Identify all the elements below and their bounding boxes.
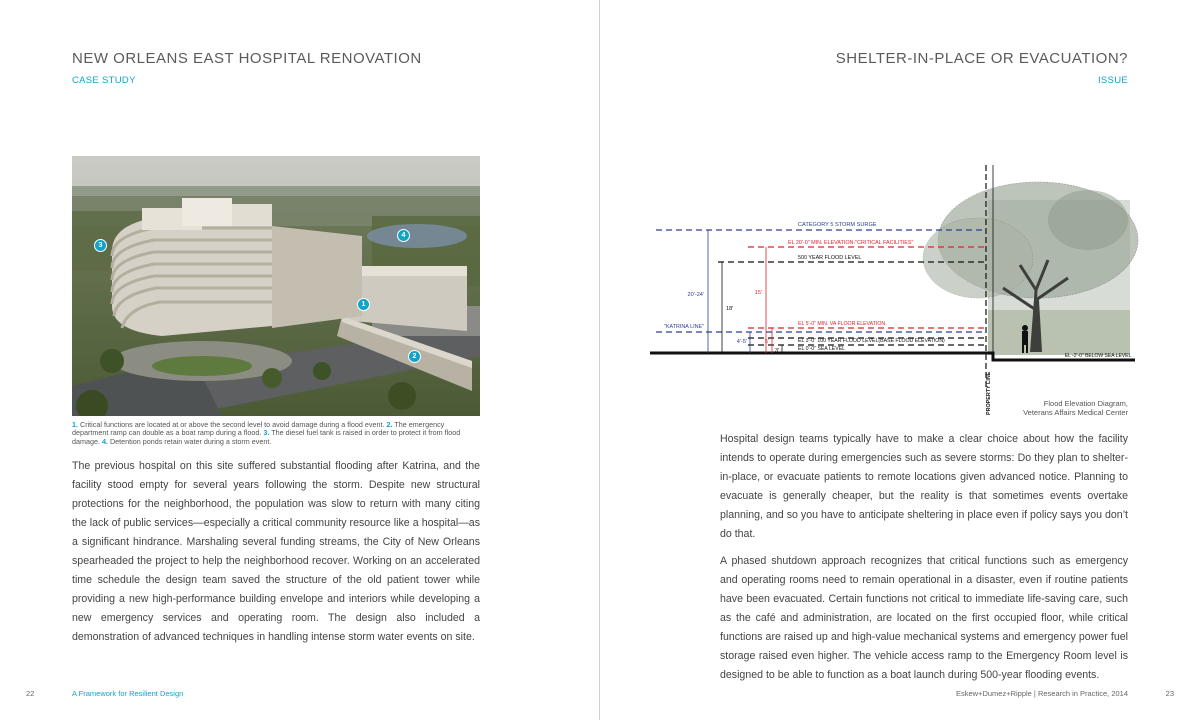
caption-text: The emergency department ramp can double as a boat ramp during a flood. (72, 420, 445, 438)
caption-text: Detention ponds retain water during a storm event. (107, 436, 272, 446)
caption-number: 2. (386, 420, 393, 429)
dim-15: 15' (754, 290, 762, 296)
page-number: 22 (26, 689, 35, 698)
dim-20-24: 20'-24' (687, 292, 704, 298)
page-subtitle: CASE STUDY (72, 75, 136, 86)
label-critical-facilities-elevation: EL 20'-0" MIN. ELEVATION-"CRITICAL FACILITIES" (788, 240, 914, 246)
left-page (0, 0, 599, 720)
label-va-floor-elevation: EL 5'-0" MIN. VA FLOOR ELEVATION (798, 321, 886, 327)
caption-number: 4. (101, 436, 108, 446)
caption-text: The diesel fuel tank is raised in order to protect it from flood damage. (72, 428, 461, 446)
dim-3: 3' (774, 348, 779, 354)
caption-number: 1. (72, 420, 78, 429)
body-text (720, 430, 1128, 693)
photo-marker-4: 4 (397, 229, 410, 242)
body-paragraph: The previous hospital on this site suffered substantial flooding after Katrina, and the facility stood empty for several years following the storm. Despite new structural protections for the neighborhood, the population was slow to return with many citing the lack of public services—especially a critical community resource like a hospital—as a significant hindrance. Marshaling several funding streams, the City of New Orleans spearheaded the project to help the neighborhood recover. Working on an accelerated time schedule the design team saved the structure of the old patient tower while providing a new high-performance building envelope and interiors while developing a new emergency services and operating room. The design also included a demonstration of advanced techniques in handling intense storm water events on site. (72, 460, 480, 643)
page-title: NEW ORLEANS EAST HOSPITAL RENOVATION (72, 50, 422, 67)
running-footer: Eskew+Dumez+Ripple | Research in Practice, 2014 (955, 689, 1128, 698)
label-katrina-line: "KATRINA LINE" (664, 324, 704, 330)
dim-18: 18' (726, 306, 734, 312)
caption-text: Critical functions are located at or above the second level to avoid damage during a flood event. (78, 420, 387, 429)
photo-marker-2: 2 (408, 350, 421, 363)
diagram-caption-line: Veterans Affairs Medical Center (1023, 408, 1128, 417)
page-title: SHELTER-IN-PLACE OR EVACUATION? (835, 50, 1128, 67)
label-below-sea-level: EL -2'-0" BELOW SEA LEVEL (1064, 353, 1132, 359)
flood-elevation-diagram (648, 160, 1140, 420)
running-footer: A Framework for Resilient Design (72, 689, 184, 698)
body-paragraph: A phased shutdown approach recognizes that critical functions such as emergency and operating rooms need to remain operational in a disaster, even if routine patients have been evacuated. Certain functions not critical to immediate life-saving care, such as the café and administration, are located on the first occupied floor, while critical functions are raised up and high-value mechanical systems and emergency power fuel storage raised even higher. The vehicle access ramp to the Emergency Room level is designed to be able to function as a boat launch during 500-year flooding events. (720, 555, 1128, 681)
photo-marker-1: 1 (357, 298, 370, 311)
caption-number: 3. (263, 428, 270, 438)
label-100-year-flood: EL 3'-0" 100 YEAR FLOOD LEVEL(BASE FLOOD ELEVATION) (798, 338, 945, 344)
dim-5: 5' (764, 339, 769, 345)
photo-caption (72, 421, 480, 446)
diagram-caption-line: Flood Elevation Diagram, (1043, 399, 1128, 408)
label-category-5-storm-surge: CATEGORY 5 STORM SURGE (798, 222, 877, 228)
label-property-line: PROPERTY LINE (986, 371, 992, 415)
label-sea-level: EL 0'-0" SEA LEVEL (798, 346, 846, 352)
page-subtitle: ISSUE (1097, 75, 1128, 86)
diagram-caption (960, 399, 1128, 417)
photo-marker-3: 3 (94, 239, 107, 252)
body-paragraph: Hospital design teams typically have to make a clear choice about how the facility intends to operate during emergencies such as severe storms: Do they plan to shelter-in-place, or evacuate patients to remote locations given advanced notice. Planning to evacuate is generally cheaper, but the reality is that sometimes events overtake planning, and so you have to anticipate sheltering in place even if policy says you don’t do that. (720, 433, 1128, 540)
dim-4-5: 4'-5' (736, 339, 747, 345)
page-number: 23 (1165, 689, 1174, 698)
label-500-year-flood: 500 YEAR FLOOD LEVEL (798, 255, 862, 261)
body-text (72, 457, 480, 655)
hospital-rendering-image (72, 156, 480, 416)
